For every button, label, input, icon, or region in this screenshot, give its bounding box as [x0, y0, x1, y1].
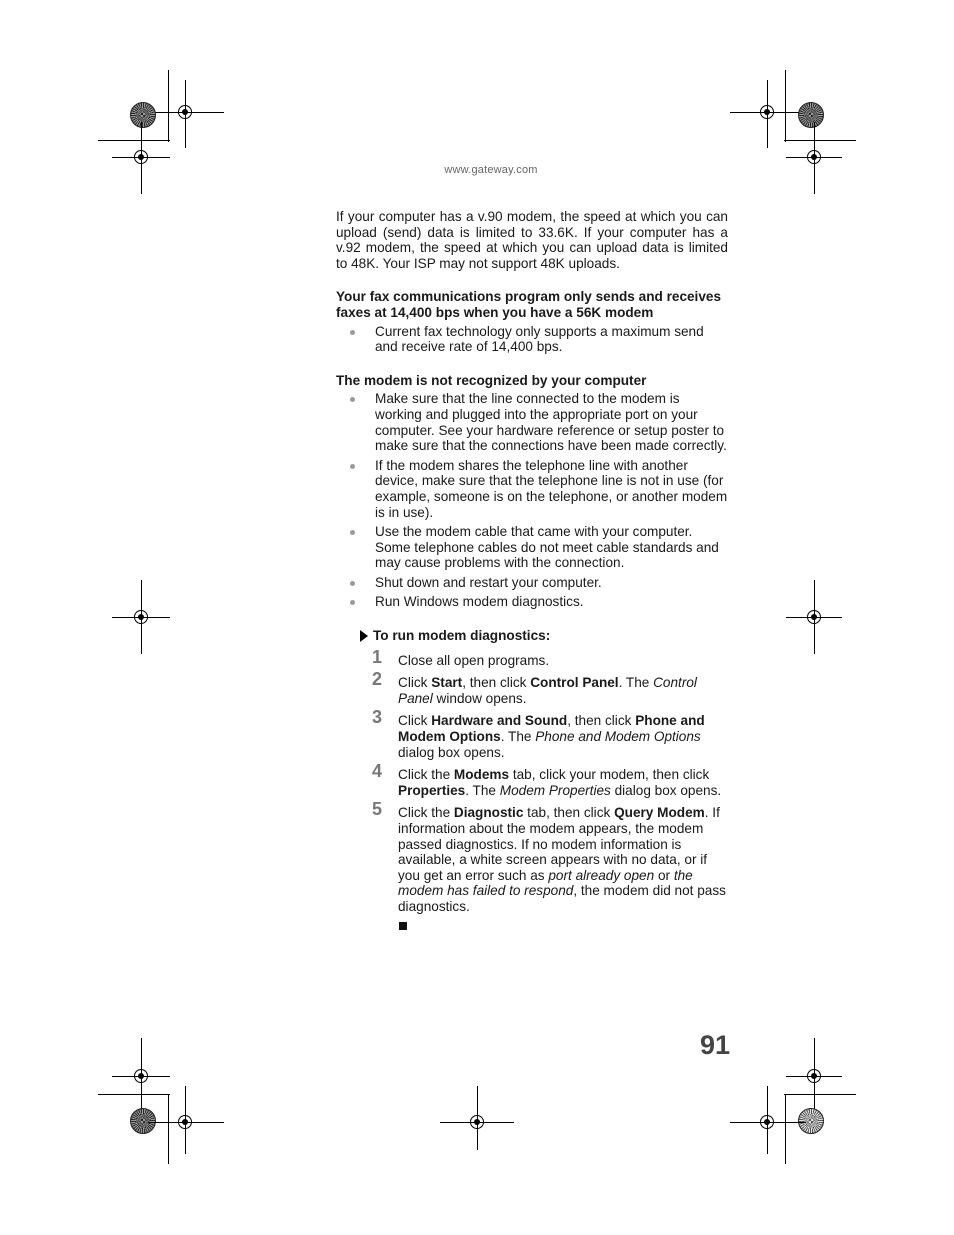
window-name: Phone and Modem Options: [535, 729, 701, 745]
step-text-run: or: [654, 867, 674, 883]
procedure-steps: [336, 646, 728, 915]
procedure-title: [360, 628, 728, 644]
step-item: [336, 646, 728, 669]
bullet-icon: [350, 464, 355, 469]
ui-term: Properties: [398, 782, 466, 798]
section-fax: [336, 289, 728, 354]
step-text-run: dialog box opens.: [610, 782, 722, 798]
color-bar-icon: [130, 1108, 156, 1134]
step-text: [398, 653, 549, 668]
list-item: [336, 575, 728, 591]
step-item: [336, 707, 728, 760]
step-number: 5: [372, 799, 383, 820]
end-of-section-icon: [399, 922, 407, 930]
registration-target-icon: [760, 1115, 774, 1129]
list-item-text: Run Windows modem diagnostics.: [375, 594, 584, 610]
step-text: [398, 767, 721, 798]
step-number: 4: [372, 761, 383, 782]
step-text-run: , then click: [567, 713, 636, 729]
registration-target-icon: [807, 610, 821, 624]
list-item-text: Use the modem cable that came with your computer. Some telephone cables do not meet cable standards and may cause problems with the connection.: [375, 524, 719, 571]
step-text-run: . If information about the modem appears, the modem passed diagnostics. If no modem information is available, a white screen appears with no data, or if you get an error such as: [398, 805, 720, 883]
registration-target-icon: [178, 1115, 192, 1129]
list-item-text: Make sure that the line connected to the modem is working and plugged into the appropriate port on your computer. See your hardware reference or setup poster to make sure that the connections have been made correctly.: [375, 391, 727, 454]
step-text-run: Click: [398, 675, 432, 691]
bullet-icon: [350, 600, 355, 605]
list-item: [336, 391, 728, 453]
registration-target-icon: [807, 150, 821, 164]
list-item: [336, 524, 728, 571]
step-number: 1: [372, 646, 383, 667]
section-heading: The modem is not recognized by your computer: [336, 372, 647, 388]
ui-term: Hardware and Sound: [431, 713, 568, 729]
window-name: port already open: [548, 867, 655, 883]
step-text-run: Click: [398, 713, 432, 729]
list-item: [336, 324, 728, 355]
ui-term: Diagnostic: [453, 805, 524, 821]
bullet-icon: [350, 530, 355, 535]
step-text: [398, 713, 705, 759]
registration-target-icon: [807, 1069, 821, 1083]
section-modem-not-recognized: [336, 373, 728, 610]
page-number: 91: [700, 1030, 731, 1060]
step-text-run: . The: [465, 782, 500, 798]
step-text-run: tab, then click: [523, 805, 615, 821]
ui-term: Start: [431, 675, 463, 691]
triangle-right-icon: [360, 630, 368, 642]
step-text-run: window opens.: [432, 690, 527, 706]
step-item: [336, 669, 728, 706]
window-name: Control Panel: [398, 675, 697, 706]
registration-target-icon: [134, 610, 148, 624]
registration-target-icon: [178, 105, 192, 119]
color-bar-icon: [130, 102, 156, 128]
registration-target-icon: [134, 150, 148, 164]
bullet-list: [336, 324, 728, 355]
section-heading: Your fax communications program only sends and receives faxes at 14,400 bps when you have a 56K modem: [336, 289, 722, 320]
step-text-run: dialog box opens.: [398, 744, 505, 760]
intro-paragraph: If your computer has a v.90 modem, the speed at which you can upload (send) data is limited to 33.6K. If your computer has a v.92 modem, the speed at which you can upload data is limited to 48K. Your ISP may not support 48K uploads.: [336, 209, 728, 271]
window-name: Modem Properties: [499, 782, 611, 798]
registration-target-icon: [470, 1115, 484, 1129]
step-text-run: . The: [500, 729, 536, 745]
bullet-icon: [350, 581, 355, 586]
list-item: [336, 458, 728, 520]
color-bar-icon: [798, 102, 824, 128]
step-item: [336, 761, 728, 798]
step-text-run: Click the: [398, 767, 454, 783]
list-item-text: Shut down and restart your computer.: [375, 574, 602, 590]
procedure-title-text: To run modem diagnostics:: [373, 628, 551, 644]
registration-target-icon: [760, 105, 774, 119]
list-item: [336, 594, 728, 610]
bullet-list: [336, 391, 728, 610]
registration-target-icon: [134, 1069, 148, 1083]
step-text-run: , then click: [462, 675, 531, 691]
step-number: 3: [372, 707, 383, 728]
step-text-run: Click the: [398, 805, 454, 821]
ui-term: Query Modem: [614, 805, 705, 821]
step-text-run: . The: [618, 675, 654, 691]
bullet-icon: [350, 397, 355, 402]
ui-term: Modems: [453, 767, 510, 783]
ui-term: Control Panel: [530, 675, 619, 691]
window-name: the modem has failed to respond: [398, 867, 693, 899]
step-text-run: tab, click your modem, then click: [509, 767, 710, 783]
step-number: 2: [372, 669, 383, 690]
page-body: [336, 209, 728, 930]
step-text-run: , the modem did not pass diagnostics.: [398, 883, 726, 914]
step-text-run: Close all open programs.: [398, 652, 550, 668]
step-text: [398, 805, 726, 914]
step-text: [398, 675, 697, 706]
page-header-url: www.gateway.com: [444, 164, 538, 176]
list-item-text: If the modem shares the telephone line with another device, make sure that the telephone line is not in use (for example, someone is on the telephone, or another modem is in use).: [375, 457, 728, 520]
color-bar-icon: [798, 1108, 824, 1134]
list-item-text: Current fax technology only supports a maximum send and receive rate of 14,400 bps.: [375, 323, 704, 355]
ui-term: Phone and Modem Options: [398, 713, 705, 745]
bullet-icon: [350, 330, 355, 335]
step-item: [336, 799, 728, 914]
